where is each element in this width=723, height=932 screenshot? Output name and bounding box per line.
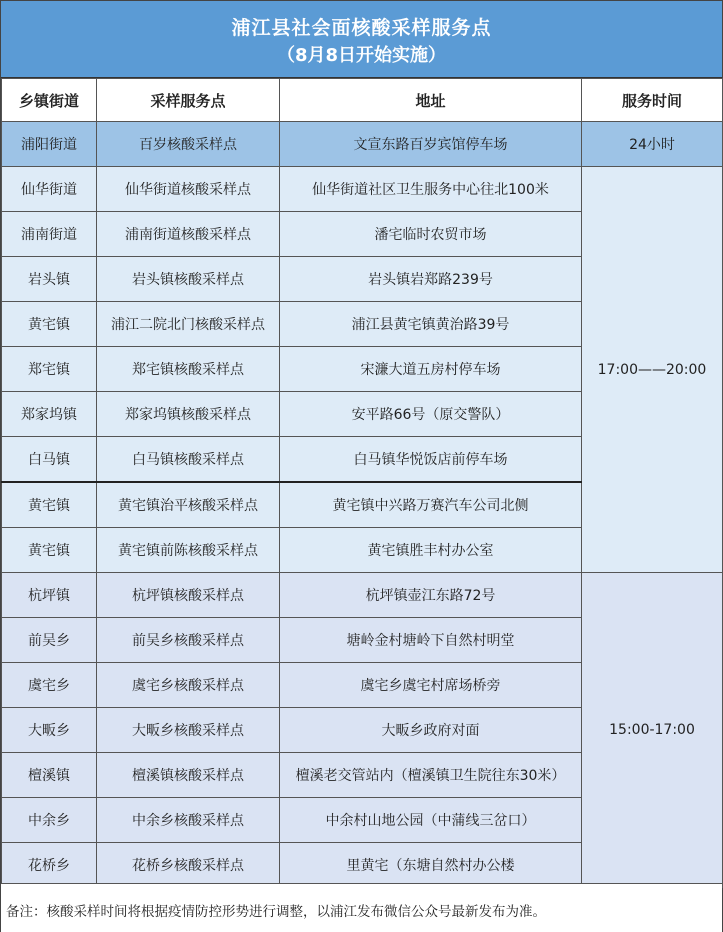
cell-site: 大畈乡核酸采样点 <box>97 708 280 753</box>
cell-town: 黄宅镇 <box>2 302 97 347</box>
cell-site: 仙华街道核酸采样点 <box>97 167 280 212</box>
cell-service-time: 17:00——20:00 <box>582 167 723 573</box>
cell-town: 浦阳街道 <box>2 122 97 167</box>
cell-address: 文宣东路百岁宾馆停车场 <box>280 122 582 167</box>
cell-site: 郑家坞镇核酸采样点 <box>97 392 280 437</box>
cell-address: 里黄宅（东塘自然村办公楼 <box>280 843 582 888</box>
cell-site: 白马镇核酸采样点 <box>97 437 280 483</box>
cell-address: 黄宅镇胜丰村办公室 <box>280 528 582 573</box>
cell-service-time: 24小时 <box>582 122 723 167</box>
cell-town: 黄宅镇 <box>2 482 97 528</box>
table-row <box>2 573 723 618</box>
cell-site: 黄宅镇前陈核酸采样点 <box>97 528 280 573</box>
cell-address: 杭坪镇壶江东路72号 <box>280 573 582 618</box>
cell-site: 郑宅镇核酸采样点 <box>97 347 280 392</box>
cell-town: 郑宅镇 <box>2 347 97 392</box>
cell-town: 白马镇 <box>2 437 97 483</box>
cell-site: 浦江二院北门核酸采样点 <box>97 302 280 347</box>
cell-town: 郑家坞镇 <box>2 392 97 437</box>
page-subtitle: （8月8日开始实施） <box>276 45 447 66</box>
cell-address: 黄宅镇中兴路万赛汽车公司北侧 <box>280 482 582 528</box>
cell-address: 白马镇华悦饭店前停车场 <box>280 437 582 483</box>
cell-address: 岩头镇岩郑路239号 <box>280 257 582 302</box>
cell-site: 杭坪镇核酸采样点 <box>97 573 280 618</box>
title-banner <box>1 1 722 78</box>
cell-town: 浦南街道 <box>2 212 97 257</box>
table-row <box>2 122 723 167</box>
cell-site: 前吴乡核酸采样点 <box>97 618 280 663</box>
cell-town: 杭坪镇 <box>2 573 97 618</box>
cell-town: 前吴乡 <box>2 618 97 663</box>
cell-site: 中余乡核酸采样点 <box>97 798 280 843</box>
cell-town: 檀溪镇 <box>2 753 97 798</box>
cell-address: 塘岭金村塘岭下自然村明堂 <box>280 618 582 663</box>
cell-site: 岩头镇核酸采样点 <box>97 257 280 302</box>
cell-town: 岩头镇 <box>2 257 97 302</box>
cell-site: 浦南街道核酸采样点 <box>97 212 280 257</box>
footer-text: 备注：核酸采样时间将根据疫情防控形势进行调整，以浦江发布微信公众号最新发布为准。 <box>6 904 546 920</box>
header-time: 服务时间 <box>582 79 723 122</box>
cell-town: 仙华街道 <box>2 167 97 212</box>
cell-address: 浦江县黄宅镇黄治路39号 <box>280 302 582 347</box>
cell-address: 中余村山地公园（中蒲线三岔口） <box>280 798 582 843</box>
cell-address: 潘宅临时农贸市场 <box>280 212 582 257</box>
cell-address: 安平路66号（原交警队） <box>280 392 582 437</box>
cell-service-time: 15:00-17:00 <box>582 573 723 888</box>
cell-site: 百岁核酸采样点 <box>97 122 280 167</box>
sampling-sites-table <box>1 78 723 888</box>
cell-town: 大畈乡 <box>2 708 97 753</box>
header-site: 采样服务点 <box>97 79 280 122</box>
cell-site: 黄宅镇治平核酸采样点 <box>97 482 280 528</box>
cell-town: 花桥乡 <box>2 843 97 888</box>
footer-note <box>1 883 722 932</box>
cell-site: 檀溪镇核酸采样点 <box>97 753 280 798</box>
header-town: 乡镇街道 <box>2 79 97 122</box>
cell-address: 檀溪老交管站内（檀溪镇卫生院往东30米） <box>280 753 582 798</box>
header-address: 地址 <box>280 79 582 122</box>
page-title: 浦江县社会面核酸采样服务点 <box>231 17 492 39</box>
cell-town: 虞宅乡 <box>2 663 97 708</box>
cell-site: 虞宅乡核酸采样点 <box>97 663 280 708</box>
cell-town: 中余乡 <box>2 798 97 843</box>
table-row <box>2 167 723 212</box>
cell-address: 仙华街道社区卫生服务中心往北100米 <box>280 167 582 212</box>
cell-address: 大畈乡政府对面 <box>280 708 582 753</box>
table-header-row <box>2 79 723 122</box>
cell-address: 宋濂大道五房村停车场 <box>280 347 582 392</box>
cell-site: 花桥乡核酸采样点 <box>97 843 280 888</box>
cell-town: 黄宅镇 <box>2 528 97 573</box>
cell-address: 虞宅乡虞宅村席场桥旁 <box>280 663 582 708</box>
